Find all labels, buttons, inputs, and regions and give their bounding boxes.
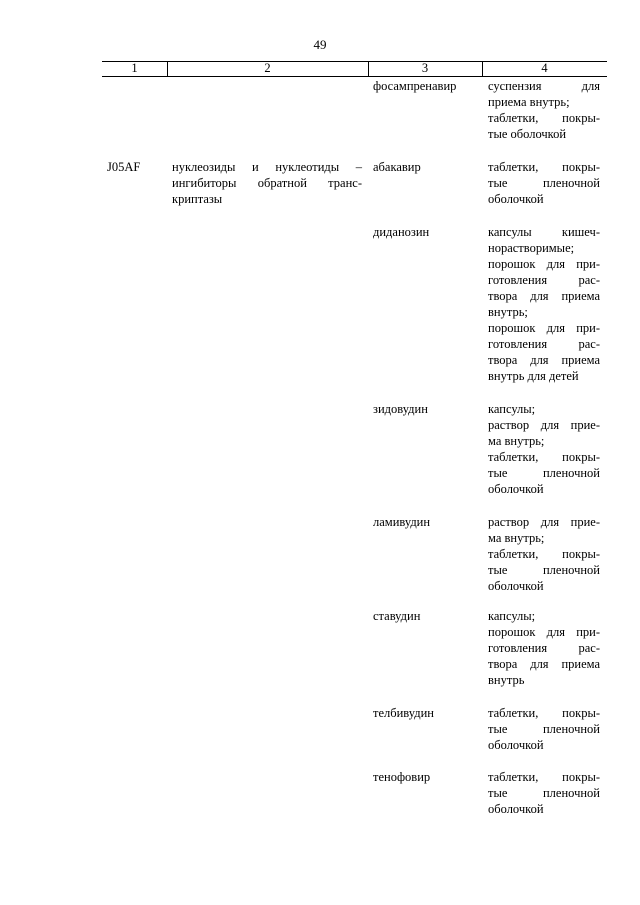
dosage-form-line: раствор для прие- bbox=[488, 515, 600, 529]
dosage-form-line: таблетки, покры- bbox=[488, 770, 600, 784]
dosage-form-line: тые пленочной bbox=[488, 786, 600, 800]
dosage-form bbox=[488, 769, 600, 817]
dosage-form-line: тые пленочной bbox=[488, 176, 600, 190]
dosage-form-line: порошок для при- bbox=[488, 321, 600, 335]
drug-name: фосампренавир bbox=[373, 79, 457, 93]
dosage-form-line: таблетки, покры- bbox=[488, 450, 600, 464]
dosage-form-line: внутрь для детей bbox=[488, 369, 579, 383]
drug-name: ставудин bbox=[373, 609, 421, 623]
dosage-form-line: оболочкой bbox=[488, 579, 544, 593]
dosage-form-line: порошок для при- bbox=[488, 625, 600, 639]
dosage-form-line: норастворимые; bbox=[488, 241, 575, 255]
dosage-form-line: капсулы кишеч- bbox=[488, 225, 600, 239]
dosage-form-line: оболочкой bbox=[488, 482, 544, 496]
dosage-form-line: таблетки, покры- bbox=[488, 706, 600, 720]
dosage-form-line: тые оболочкой bbox=[488, 127, 567, 141]
dosage-form-line: оболочкой bbox=[488, 738, 544, 752]
dosage-form-line: раствор для прие- bbox=[488, 418, 600, 432]
dosage-form bbox=[488, 224, 600, 384]
group-name-line: ингибиторы обратной транс- bbox=[172, 176, 362, 190]
dosage-form bbox=[488, 514, 600, 594]
dosage-form bbox=[488, 608, 600, 688]
dosage-form-line: внутрь; bbox=[488, 305, 528, 319]
dosage-form bbox=[488, 705, 600, 753]
dosage-form-line: таблетки, покры- bbox=[488, 160, 600, 174]
dosage-form-line: таблетки, покры- bbox=[488, 111, 600, 125]
dosage-form-line: ма внутрь; bbox=[488, 531, 545, 545]
dosage-form-line: приема внутрь; bbox=[488, 95, 570, 109]
dosage-form bbox=[488, 78, 600, 142]
dosage-form-line: ма внутрь; bbox=[488, 434, 545, 448]
dosage-form-line: твора для приема bbox=[488, 289, 600, 303]
drug-name: ламивудин bbox=[373, 515, 431, 529]
dosage-form-line: готовления рас- bbox=[488, 273, 600, 287]
header-bottom-rule bbox=[102, 76, 607, 77]
dosage-form bbox=[488, 401, 600, 497]
dosage-form-line: твора для приема bbox=[488, 657, 600, 671]
dosage-form-line: оболочкой bbox=[488, 192, 544, 206]
header-col-3: 3 bbox=[421, 61, 429, 75]
drug-name: телбивудин bbox=[373, 706, 434, 720]
dosage-form-line: порошок для при- bbox=[488, 257, 600, 271]
drug-name: зидовудин bbox=[373, 402, 428, 416]
dosage-form-line: тые пленочной bbox=[488, 563, 600, 577]
dosage-form-line: таблетки, покры- bbox=[488, 547, 600, 561]
atc-code: J05AF bbox=[107, 160, 141, 174]
group-name-line: криптазы bbox=[172, 192, 223, 206]
dosage-form-line: готовления рас- bbox=[488, 337, 600, 351]
dosage-form-line: капсулы; bbox=[488, 402, 536, 416]
dosage-form-line: тые пленочной bbox=[488, 466, 600, 480]
dosage-form-line: капсулы; bbox=[488, 609, 536, 623]
drug-name: тенофовир bbox=[373, 770, 431, 784]
group-name bbox=[172, 159, 362, 207]
dosage-form-line: тые пленочной bbox=[488, 722, 600, 736]
dosage-form-line: готовления рас- bbox=[488, 641, 600, 655]
dosage-form-line: суспензия для bbox=[488, 79, 600, 93]
header-col-4: 4 bbox=[541, 61, 548, 75]
drug-name: диданозин bbox=[373, 225, 430, 239]
header-col-1: 1 bbox=[131, 61, 138, 75]
dosage-form bbox=[488, 159, 600, 207]
dosage-form-line: оболочкой bbox=[488, 802, 544, 816]
page-number: 49 bbox=[313, 37, 327, 52]
drug-name: абакавир bbox=[373, 160, 421, 174]
header-col-2: 2 bbox=[264, 61, 271, 75]
group-name-line: нуклеозиды и нуклеотиды – bbox=[172, 160, 362, 174]
dosage-form-line: твора для приема bbox=[488, 353, 600, 367]
dosage-form-line: внутрь bbox=[488, 673, 525, 687]
